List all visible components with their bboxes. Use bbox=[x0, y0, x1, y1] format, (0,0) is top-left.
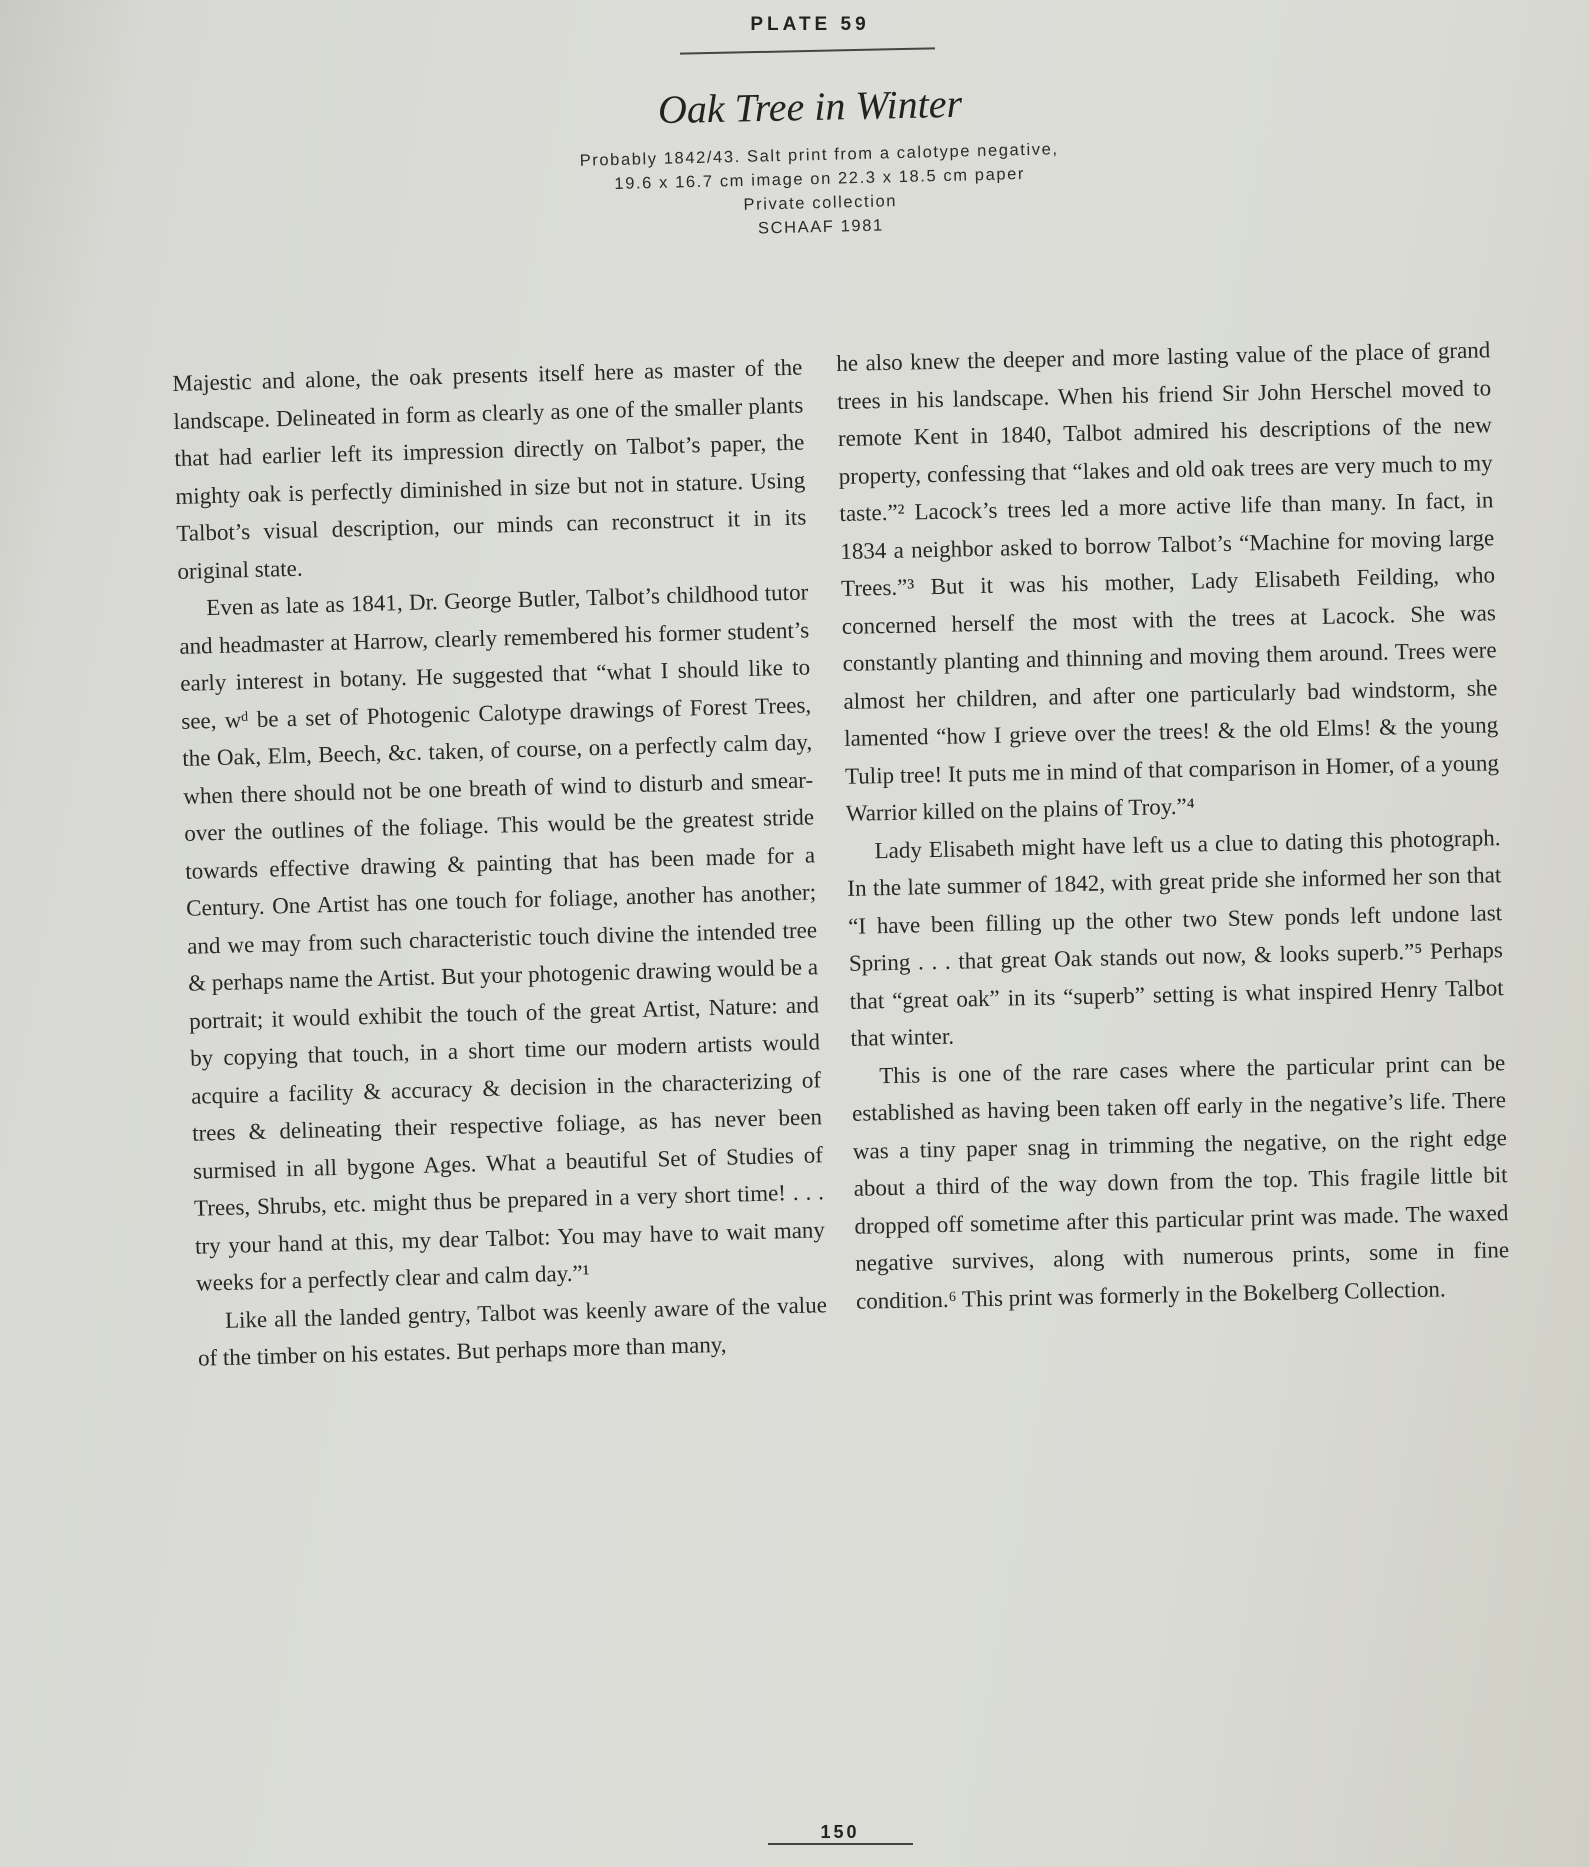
paragraph: Like all the landed gentry, Talbot was keenly aware of the value of the timber on his estates. But perhaps more than many, bbox=[197, 1291, 828, 1371]
header-rule bbox=[680, 47, 935, 54]
paragraph: Lady Elisabeth might have left us a clue to dating this photograph. In the late summer of 1842, with great pride she informed her son that “I have been filling up the other two Stew ponds left undone last Spring . . . that great Oak stands out now, & looks superb.”⁵ Perhaps that “great oak” in its “superb” setting is what inspired Henry Talbot that winter. bbox=[847, 824, 1504, 1051]
paragraph: he also knew the deeper and more lasting value of the place of grand trees in his landscape. When his friend Sir John Herschel moved to remote Kent in 1840, Talbot admired his descriptions of the new property, confessing that “lakes and old oak trees are very much to my taste.”² Lacock’s trees led a more active life than many. In fact, in 1834 a neighbor asked to borrow Talbot’s “Machine for moving large Trees.”³ But it was his mother, Lady Elisabeth Feilding, who concerned herself the most with the trees at Lacock. She was constantly planting and thinning and moving them around. Trees were almost her children, and after one particularly bad windstorm, she lamented “how I grieve over the trees! & the old Elms! & the young Tulip tree! It puts me in mind of that comparison in Homer, of a young Warrior killed on the plains of Troy.”⁴ bbox=[836, 337, 1500, 826]
text-column-left bbox=[172, 349, 828, 1378]
caption-line-dimensions: 19.6 x 16.7 cm image on 22.3 x 18.5 cm paper bbox=[614, 164, 1026, 194]
caption-line-date-medium: Probably 1842/43. Salt print from a calotype negative, bbox=[579, 140, 1059, 170]
footer-rule bbox=[768, 1843, 913, 1845]
caption-line-catalogue: SCHAAF 1981 bbox=[757, 216, 884, 238]
plate-caption bbox=[519, 136, 1121, 247]
caption-line-collection: Private collection bbox=[743, 192, 898, 214]
paragraph: Even as late as 1841, Dr. George Butler, Talbot’s childhood tutor and headmaster at Harrow, clearly remembered his former student’s early interest in botany. He suggested that “what I should like to see, wᵈ be a set of Photogenic Calotype drawings of Forest Trees, the Oak, Elm, Beech, &c. taken, of course, on a perfectly calm day, when there should not be one breath of wind to disturb and smear-over the outlines of the foliage. This would be the greatest stride towards effective drawing & painting that has been made for a Century. One Artist has one touch for foliage, another has another; and we may from such characteristic touch divine the intended tree & perhaps name the Artist. But your photogenic drawing would be a portrait; it would exhibit the touch of the great Artist, Nature: and by copying that touch, in a short time our modern artists would acquire a facility & accuracy & decision in the characterizing of trees & delineating their respective foliage, as has never been surmised in all bygone Ages. What a beautiful Set of Studies of Trees, Shrubs, etc. might thus be prepared in a very short time! . . . try your hand at this, my dear Talbot: You may have to wait many weeks for a perfectly clear and calm day.”¹ bbox=[179, 579, 826, 1296]
page-title: Oak Tree in Winter bbox=[657, 80, 963, 133]
paragraph: Majestic and alone, the oak presents itself here as master of the landscape. Delineated in form as clearly as one of the smaller plants that had earlier left its impression directly on Talbot’s paper, the mighty oak is perfectly diminished in size but not in stature. Using Talbot’s visual description, our minds can reconstruct it in its original state. bbox=[172, 354, 807, 584]
text-column-right bbox=[836, 331, 1510, 1319]
page-number: 150 bbox=[820, 1822, 860, 1842]
paragraph: This is one of the rare cases where the particular print can be established as having been taken off early in the negative’s life. There was a tiny paper snag in trimming the negative, on the right edge about a third of the way down from the top. This fragile little bit dropped off sometime after this particular print was made. The waxed negative survives, along with numerous prints, some in fine condition.⁶ This print was formerly in the Bokelberg Collection. bbox=[851, 1049, 1510, 1314]
plate-label: PLATE 59 bbox=[750, 14, 870, 35]
